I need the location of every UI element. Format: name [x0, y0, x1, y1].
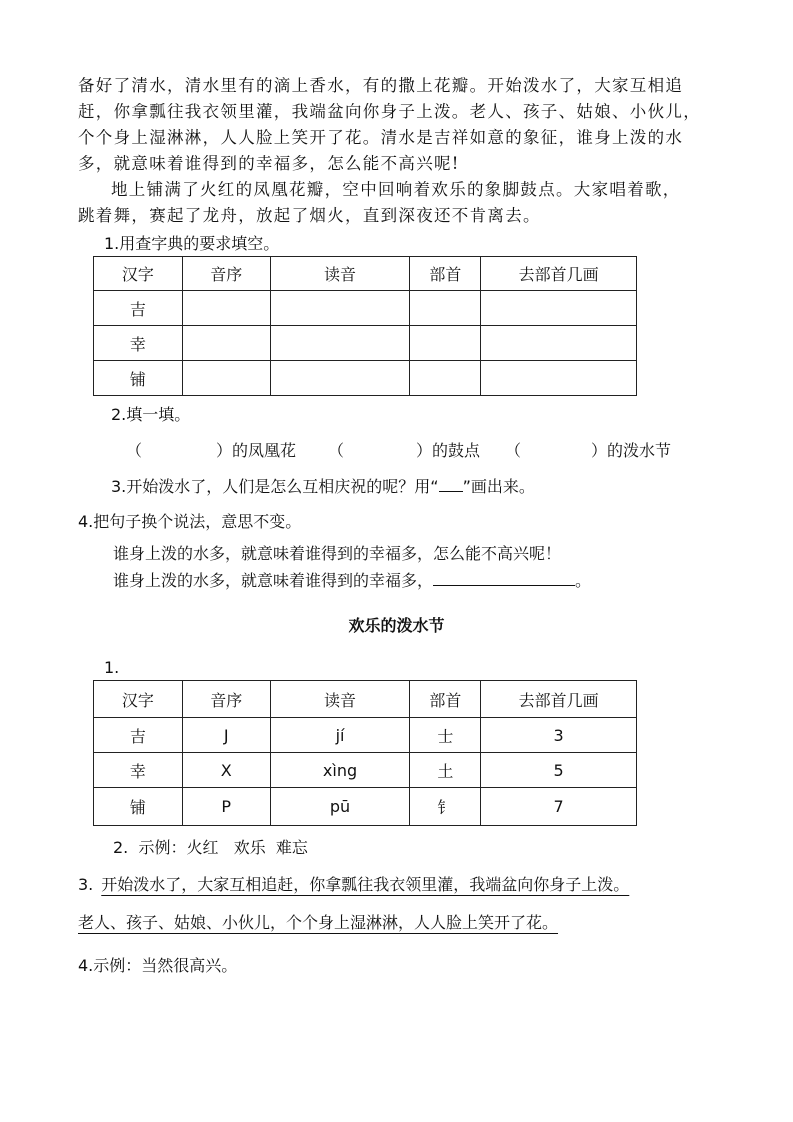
passage-line: 个个身上湿淋淋，人人脸上笑开了花。清水是吉祥如意的象征，谁身上泼的水	[78, 128, 684, 147]
answer-3-line-1	[78, 874, 629, 896]
table-header-row	[94, 257, 637, 291]
blank-cell[interactable]	[270, 291, 410, 326]
table-header: 汉字	[94, 681, 183, 718]
table-header: 去部首几画	[481, 681, 637, 718]
blank-cell[interactable]	[481, 291, 637, 326]
table-cell-char: 幸	[94, 326, 183, 361]
table-header: 音序	[182, 681, 270, 718]
table-cell: 土	[410, 753, 481, 788]
blank-cell[interactable]	[182, 291, 270, 326]
blank-cell[interactable]	[182, 361, 270, 396]
fill-blank-label: ）的泼水节	[591, 441, 672, 460]
blank-cell[interactable]	[410, 361, 481, 396]
passage-line: 地上铺满了火红的凤凰花瓣，空中回响着欢乐的象脚鼓点。大家唱着歌，	[111, 180, 681, 199]
answer-3-text: 开始泼水了，大家互相追赶，你拿瓢往我衣领里灌，我端盆向你身子上泼。	[101, 875, 630, 894]
dictionary-table	[93, 256, 637, 396]
fill-blank-label: ）的凤凰花	[216, 441, 297, 460]
table-header: 音序	[182, 257, 270, 291]
blank-cell[interactable]	[270, 326, 410, 361]
table-cell: jí	[270, 718, 410, 753]
fill-blank-3[interactable]	[505, 440, 671, 462]
question-3-text: 3.开始泼水了，人们是怎么互相庆祝的呢？用“	[111, 477, 439, 496]
table-header: 部首	[410, 257, 481, 291]
fill-blank-1[interactable]	[126, 440, 296, 462]
answer-1-label: 1.	[104, 658, 120, 677]
paren-open: （	[328, 441, 345, 460]
question-3-text-end: ”画出来。	[462, 477, 535, 496]
passage-line: 备好了清水，清水里有的滴上香水，有的撒上花瓣。开始泼水了，大家互相追	[78, 76, 684, 95]
answer-4: 4.示例：当然很高兴。	[78, 956, 238, 975]
passage-line: 多，就意味着谁得到的幸福多，怎么能不高兴呢!	[78, 154, 460, 173]
answer-title: 欢乐的泼水节	[348, 616, 445, 635]
fill-blank-2[interactable]	[328, 440, 480, 462]
table-row	[94, 753, 637, 788]
question-4-rewrite	[113, 570, 591, 592]
answer-2: 2. 示例：火红 欢乐 难忘	[113, 838, 308, 857]
paren-open: （	[126, 441, 143, 460]
table-header: 汉字	[94, 257, 183, 291]
answer-3-line-2: 老人、孩子、姑娘、小伙儿，个个身上湿淋淋，人人脸上笑开了花。	[78, 913, 559, 932]
table-cell: 吉	[94, 718, 183, 753]
table-header: 读音	[270, 681, 410, 718]
table-cell: 钅	[410, 788, 481, 826]
blank-cell[interactable]	[410, 291, 481, 326]
rewrite-start: 谁身上泼的水多，就意味着谁得到的幸福多，	[113, 571, 434, 590]
table-row	[94, 718, 637, 753]
table-header: 读音	[270, 257, 410, 291]
underline-sample	[439, 491, 463, 492]
table-cell: J	[182, 718, 270, 753]
answer-table	[93, 680, 637, 826]
table-row	[94, 361, 637, 396]
table-cell: 幸	[94, 753, 183, 788]
table-header: 去部首几画	[481, 257, 637, 291]
blank-cell[interactable]	[481, 361, 637, 396]
table-header: 部首	[410, 681, 481, 718]
table-cell: 3	[481, 718, 637, 753]
question-1-prompt: 1.用查字典的要求填空。	[104, 234, 280, 253]
table-cell: 铺	[94, 788, 183, 826]
question-2-prompt: 2.填一填。	[111, 405, 191, 424]
rewrite-end: 。	[575, 571, 592, 590]
table-cell: P	[182, 788, 270, 826]
paren-open: （	[505, 441, 522, 460]
question-4-prompt: 4.把句子换个说法，意思不变。	[78, 512, 302, 531]
blank-cell[interactable]	[182, 326, 270, 361]
table-cell-char: 吉	[94, 291, 183, 326]
blank-cell[interactable]	[270, 361, 410, 396]
table-row	[94, 788, 637, 826]
question-4-sentence: 谁身上泼的水多，就意味着谁得到的幸福多，怎么能不高兴呢！	[113, 544, 562, 563]
table-row	[94, 291, 637, 326]
blank-cell[interactable]	[481, 326, 637, 361]
table-cell-char: 铺	[94, 361, 183, 396]
passage-line: 赶，你拿瓢往我衣领里灌，我端盆向你身子上泼。老人、孩子、姑娘、小伙儿，	[78, 102, 701, 121]
table-cell: 7	[481, 788, 637, 826]
table-cell: X	[182, 753, 270, 788]
table-cell: pū	[270, 788, 410, 826]
table-header-row	[94, 681, 637, 718]
table-cell: 士	[410, 718, 481, 753]
table-cell: 5	[481, 753, 637, 788]
fill-blank-label: ）的鼓点	[416, 441, 481, 460]
answer-3-label: 3.	[78, 875, 94, 894]
table-row	[94, 326, 637, 361]
rewrite-blank[interactable]	[433, 585, 575, 586]
question-3-prompt	[111, 476, 535, 498]
table-cell: xìng	[270, 753, 410, 788]
passage-line: 跳着舞，赛起了龙舟，放起了烟火，直到深夜还不肯离去。	[78, 206, 541, 225]
blank-cell[interactable]	[410, 326, 481, 361]
